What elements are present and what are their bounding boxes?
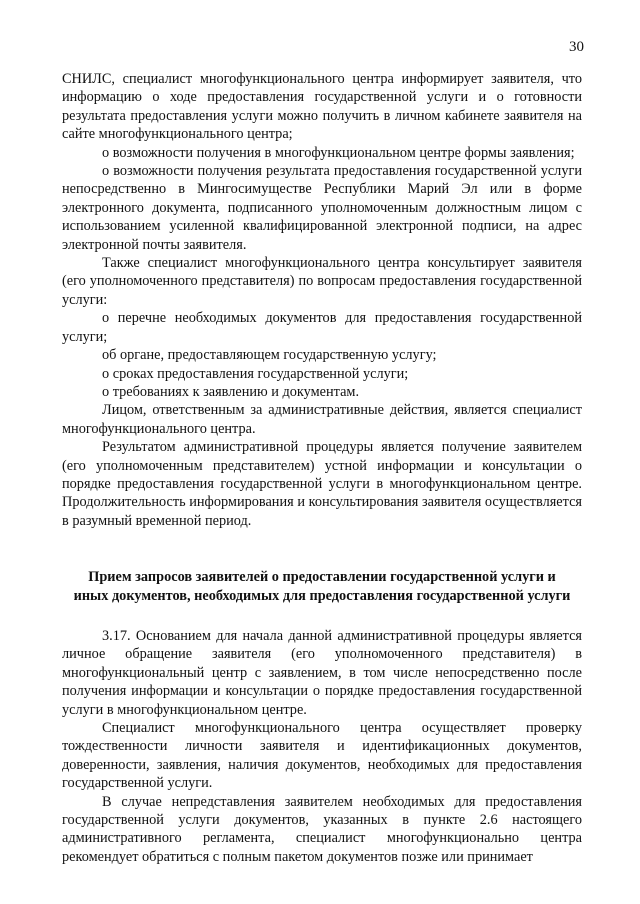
paragraph-3-17: 3.17. Основанием для начала данной административной процедуры является личное обращение заявителя (его уполномоченного представителя) в многофункциональный центр с заявлением, в том числе непосредственно после получения информации и консультации о порядке предоставления государственной услуги в многофункциональном центре.	[62, 627, 582, 718]
paragraph-identity-check: Специалист многофункционального центра осуществляет проверку тождественности личности заявителя и идентификационных документов, доверенности, заявления, наличия документов, необходимых для предоставления государственной услуги.	[62, 720, 582, 792]
paragraph-responsible-person: Лицом, ответственным за административные действия, является специалист многофункционального центра.	[62, 402, 582, 437]
list-item-deadlines: о сроках предоставления государственной услуги;	[102, 365, 409, 382]
paragraph-result-options: о возможности получения результата предоставления государственной услуги непосредственно в Мингосимуществе Республики Марий Эл или в форме электронного документа, подписанного уполномоченным должностным лицом с использованием усиленной квалифицированной электронной подписи, на адрес электронной почты заявителя.	[62, 163, 582, 253]
page-number: 30	[569, 39, 584, 55]
paragraph-form-availability: о возможности получения в многофункциональном центре формы заявления;	[102, 144, 575, 161]
list-item-authority: об органе, предоставляющем государственную услугу;	[102, 347, 437, 364]
document-body	[62, 70, 582, 866]
paragraph-consultation-intro: Также специалист многофункционального центра консультирует заявителя (его уполномоченного представителя) по вопросам предоставления государственной услуги:	[62, 255, 582, 308]
list-item-requirements: о требованиях к заявлению и документам.	[102, 383, 360, 400]
section-heading: Прием запросов заявителей о предоставлении государственной услуги и иных документов, необходимых для предоставления государственной услуги	[73, 569, 571, 604]
paragraph-snils: СНИЛС, специалист многофункционального центра информирует заявителя, что информацию о ходе предоставления государственной услуги и о готовности результата предоставления услуги можно получить в личном кабинете заявителя на сайте многофункционального центра;	[62, 71, 582, 143]
paragraph-procedure-result: Результатом административной процедуры является получение заявителем (его уполномоченным представителем) устной информации и консультации о порядке предоставления государственной услуги в многофункциональном центре. Продолжительность информирования и консультирования заявителя осуществляется в разумный временной период.	[62, 439, 582, 529]
paragraph-missing-documents: В случае непредставления заявителем необходимых для предоставления государственной услуги документов, указанных в пункте 2.6 настоящего административного регламента, специалист многофункционально центра рекомендует обратиться с полным пакетом документов позже или принимает	[62, 793, 582, 865]
list-item-documents: о перечне необходимых документов для предоставления государственной услуги;	[62, 310, 582, 345]
